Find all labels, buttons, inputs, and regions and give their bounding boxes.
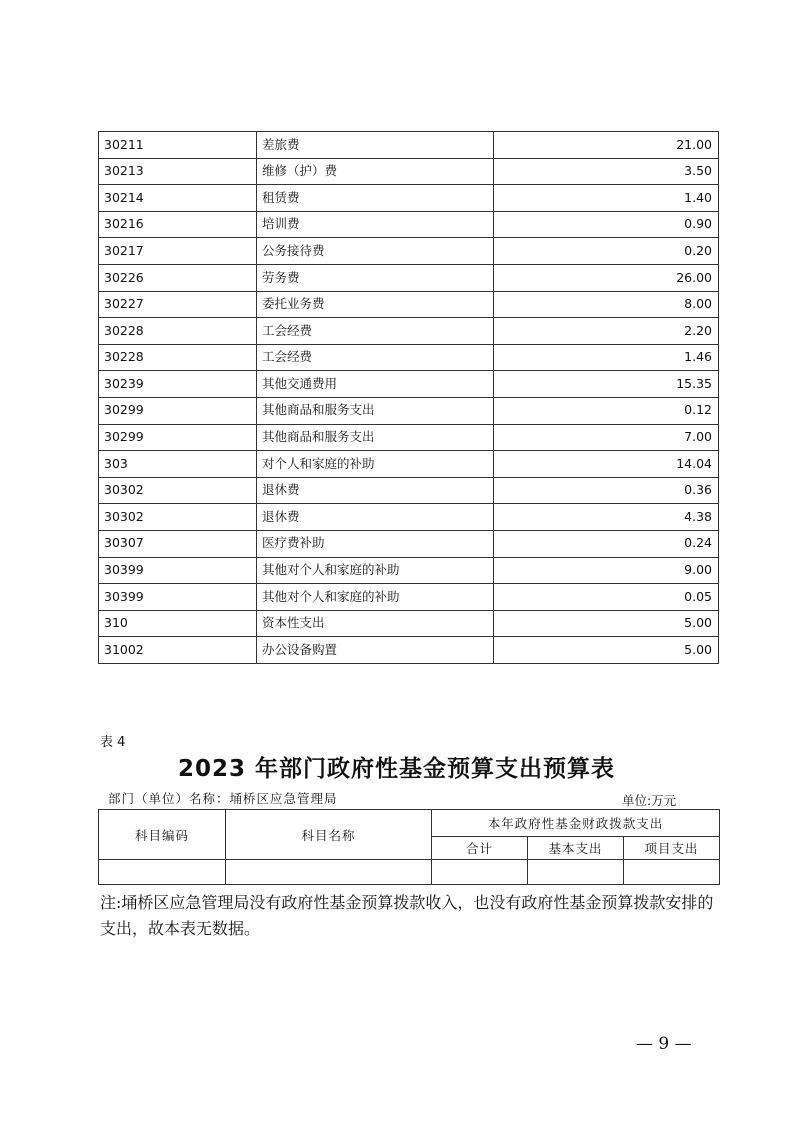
amount-cell: 5.00	[494, 610, 719, 637]
fund-header-row	[99, 810, 720, 837]
header-total: 合计	[432, 837, 528, 860]
fund-table-title: 2023 年部门政府性基金预算支出预算表	[177, 756, 616, 782]
subject-name-cell: 工会经费	[257, 344, 494, 371]
subject-code-cell: 30299	[99, 397, 257, 424]
table-row	[99, 185, 719, 212]
amount-cell: 15.35	[494, 371, 719, 398]
table-row	[99, 132, 719, 159]
subject-code-cell: 30302	[99, 477, 257, 504]
table-row	[99, 238, 719, 265]
unit-label: 单位:万元	[622, 793, 677, 808]
subject-name-cell: 其他对个人和家庭的补助	[257, 584, 494, 611]
fund-empty-row	[99, 860, 720, 885]
table-row	[99, 318, 719, 345]
subject-name-cell: 其他商品和服务支出	[257, 397, 494, 424]
subject-code-cell: 30214	[99, 185, 257, 212]
amount-cell: 1.46	[494, 344, 719, 371]
header-subject-code: 科目编码	[99, 810, 226, 860]
table-row	[99, 424, 719, 451]
amount-cell: 0.24	[494, 530, 719, 557]
page-number: — 9 —	[636, 1034, 692, 1054]
subject-name-cell: 租赁费	[257, 185, 494, 212]
table-row	[99, 477, 719, 504]
department-name: 部门（单位）名称：埇桥区应急管理局	[108, 791, 338, 806]
header-fund-expenditure: 本年政府性基金财政拨款支出	[432, 810, 720, 837]
table-row	[99, 504, 719, 531]
table-row	[99, 291, 719, 318]
subject-code-cell: 30399	[99, 557, 257, 584]
subject-name-cell: 资本性支出	[257, 610, 494, 637]
empty-cell	[226, 860, 432, 885]
subject-code-cell: 30211	[99, 132, 257, 159]
table-row	[99, 557, 719, 584]
subject-name-cell: 工会经费	[257, 318, 494, 345]
table-row	[99, 158, 719, 185]
amount-cell: 0.20	[494, 238, 719, 265]
subject-name-cell: 对个人和家庭的补助	[257, 451, 494, 478]
table-number: 表 4	[100, 735, 126, 750]
table-row	[99, 264, 719, 291]
amount-cell: 26.00	[494, 264, 719, 291]
expense-table-body	[99, 132, 719, 664]
table-row	[99, 211, 719, 238]
subject-name-cell: 其他对个人和家庭的补助	[257, 557, 494, 584]
amount-cell: 1.40	[494, 185, 719, 212]
amount-cell: 0.36	[494, 477, 719, 504]
subject-name-cell: 其他交通费用	[257, 371, 494, 398]
subject-name-cell: 办公设备购置	[257, 637, 494, 664]
subject-code-cell: 30239	[99, 371, 257, 398]
table-row	[99, 584, 719, 611]
amount-cell: 7.00	[494, 424, 719, 451]
amount-cell: 8.00	[494, 291, 719, 318]
empty-cell	[99, 860, 226, 885]
table-row	[99, 610, 719, 637]
subject-name-cell: 培训费	[257, 211, 494, 238]
subject-name-cell: 劳务费	[257, 264, 494, 291]
subject-code-cell: 30227	[99, 291, 257, 318]
table-row	[99, 530, 719, 557]
amount-cell: 9.00	[494, 557, 719, 584]
subject-code-cell: 30299	[99, 424, 257, 451]
government-fund-table	[98, 809, 720, 885]
fund-note: 注:埇桥区应急管理局没有政府性基金预算拨款收入，也没有政府性基金预算拨款安排的支出，故本表无数据。	[100, 893, 714, 938]
amount-cell: 5.00	[494, 637, 719, 664]
subject-code-cell: 31002	[99, 637, 257, 664]
empty-cell	[432, 860, 528, 885]
subject-name-cell: 退休费	[257, 477, 494, 504]
subject-name-cell: 医疗费补助	[257, 530, 494, 557]
subject-name-cell: 公务接待费	[257, 238, 494, 265]
table-row	[99, 371, 719, 398]
subject-name-cell: 差旅费	[257, 132, 494, 159]
empty-cell	[528, 860, 624, 885]
amount-cell: 0.12	[494, 397, 719, 424]
header-subject-name: 科目名称	[226, 810, 432, 860]
empty-cell	[624, 860, 720, 885]
subject-code-cell: 30307	[99, 530, 257, 557]
amount-cell: 2.20	[494, 318, 719, 345]
amount-cell: 0.05	[494, 584, 719, 611]
amount-cell: 14.04	[494, 451, 719, 478]
amount-cell: 0.90	[494, 211, 719, 238]
amount-cell: 4.38	[494, 504, 719, 531]
subject-code-cell: 303	[99, 451, 257, 478]
subject-code-cell: 30399	[99, 584, 257, 611]
subject-code-cell: 30217	[99, 238, 257, 265]
subject-code-cell: 30228	[99, 318, 257, 345]
subject-code-cell: 30226	[99, 264, 257, 291]
table-row	[99, 451, 719, 478]
subject-code-cell: 30216	[99, 211, 257, 238]
subject-code-cell: 30302	[99, 504, 257, 531]
subject-code-cell: 30228	[99, 344, 257, 371]
subject-name-cell: 退休费	[257, 504, 494, 531]
subject-code-cell: 30213	[99, 158, 257, 185]
subject-name-cell: 维修（护）费	[257, 158, 494, 185]
header-basic-expenditure: 基本支出	[528, 837, 624, 860]
subject-name-cell: 其他商品和服务支出	[257, 424, 494, 451]
subject-name-cell: 委托业务费	[257, 291, 494, 318]
table-row	[99, 397, 719, 424]
table-row	[99, 344, 719, 371]
amount-cell: 21.00	[494, 132, 719, 159]
expense-detail-table	[98, 131, 719, 664]
subject-code-cell: 310	[99, 610, 257, 637]
header-project-expenditure: 项目支出	[624, 837, 720, 860]
table-row	[99, 637, 719, 664]
amount-cell: 3.50	[494, 158, 719, 185]
